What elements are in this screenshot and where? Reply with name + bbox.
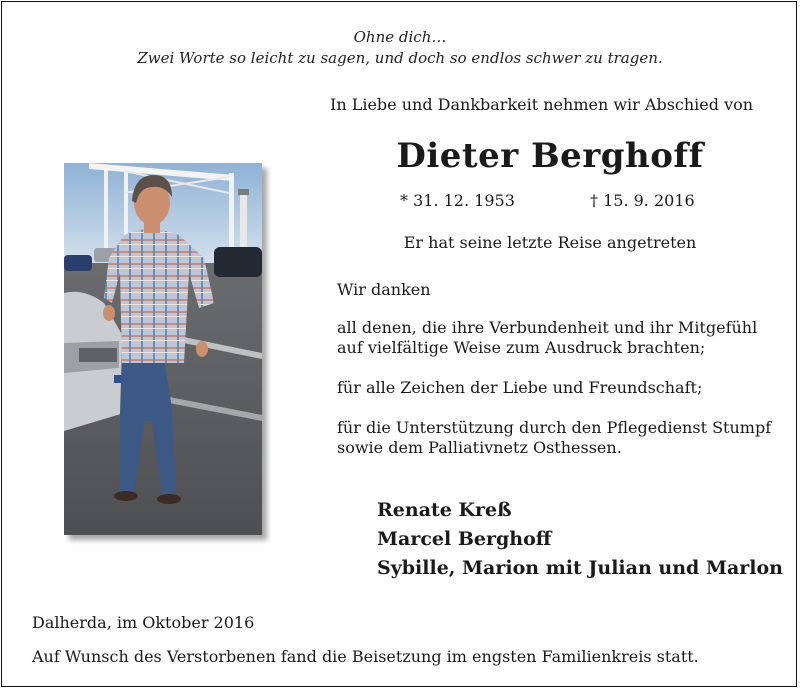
thanks-paragraph-3-line-1: für die Unterstützung durch den Pflegedienst Stumpf xyxy=(337,418,772,437)
death-date: † 15. 9. 2016 xyxy=(590,191,695,210)
signer: Marcel Berghoff xyxy=(377,528,552,550)
intro-text: In Liebe und Dankbarkeit nehmen wir Abschied von xyxy=(330,95,754,114)
signer: Renate Kreß xyxy=(377,499,512,521)
birth-date: * 31. 12. 1953 xyxy=(400,191,515,210)
signers-list xyxy=(377,496,783,583)
thanks-heading: Wir danken xyxy=(337,280,431,299)
thanks-paragraph-2: für alle Zeichen der Liebe und Freundschaft; xyxy=(337,378,703,397)
thanks-paragraph-1 xyxy=(337,318,777,358)
journey-text: Er hat seine letzte Reise angetreten xyxy=(403,233,697,252)
thanks-paragraph-1-line-2: auf vielfältige Weise zum Ausdruck brachten; xyxy=(337,338,706,357)
quote-line-2: Zwei Worte so leicht zu sagen, und doch so endlos schwer zu tragen. xyxy=(137,49,663,67)
burial-notice: Auf Wunsch des Verstorbenen fand die Beisetzung im engsten Familienkreis statt. xyxy=(32,647,699,666)
signer: Sybille, Marion mit Julian und Marlon xyxy=(377,557,783,579)
place-date: Dalherda, im Oktober 2016 xyxy=(32,613,255,632)
thanks-paragraph-1-line-1: all denen, die ihre Verbundenheit und ihr Mitgefühl xyxy=(337,318,758,337)
photo-illustration xyxy=(64,163,262,535)
deceased-name: Dieter Berghoff xyxy=(396,136,704,176)
portrait-photo xyxy=(64,163,262,535)
quote-line-1: Ohne dich… xyxy=(353,28,447,46)
thanks-paragraph-3 xyxy=(337,418,777,458)
thanks-paragraph-3-line-2: sowie dem Palliativnetz Osthessen. xyxy=(337,438,622,457)
